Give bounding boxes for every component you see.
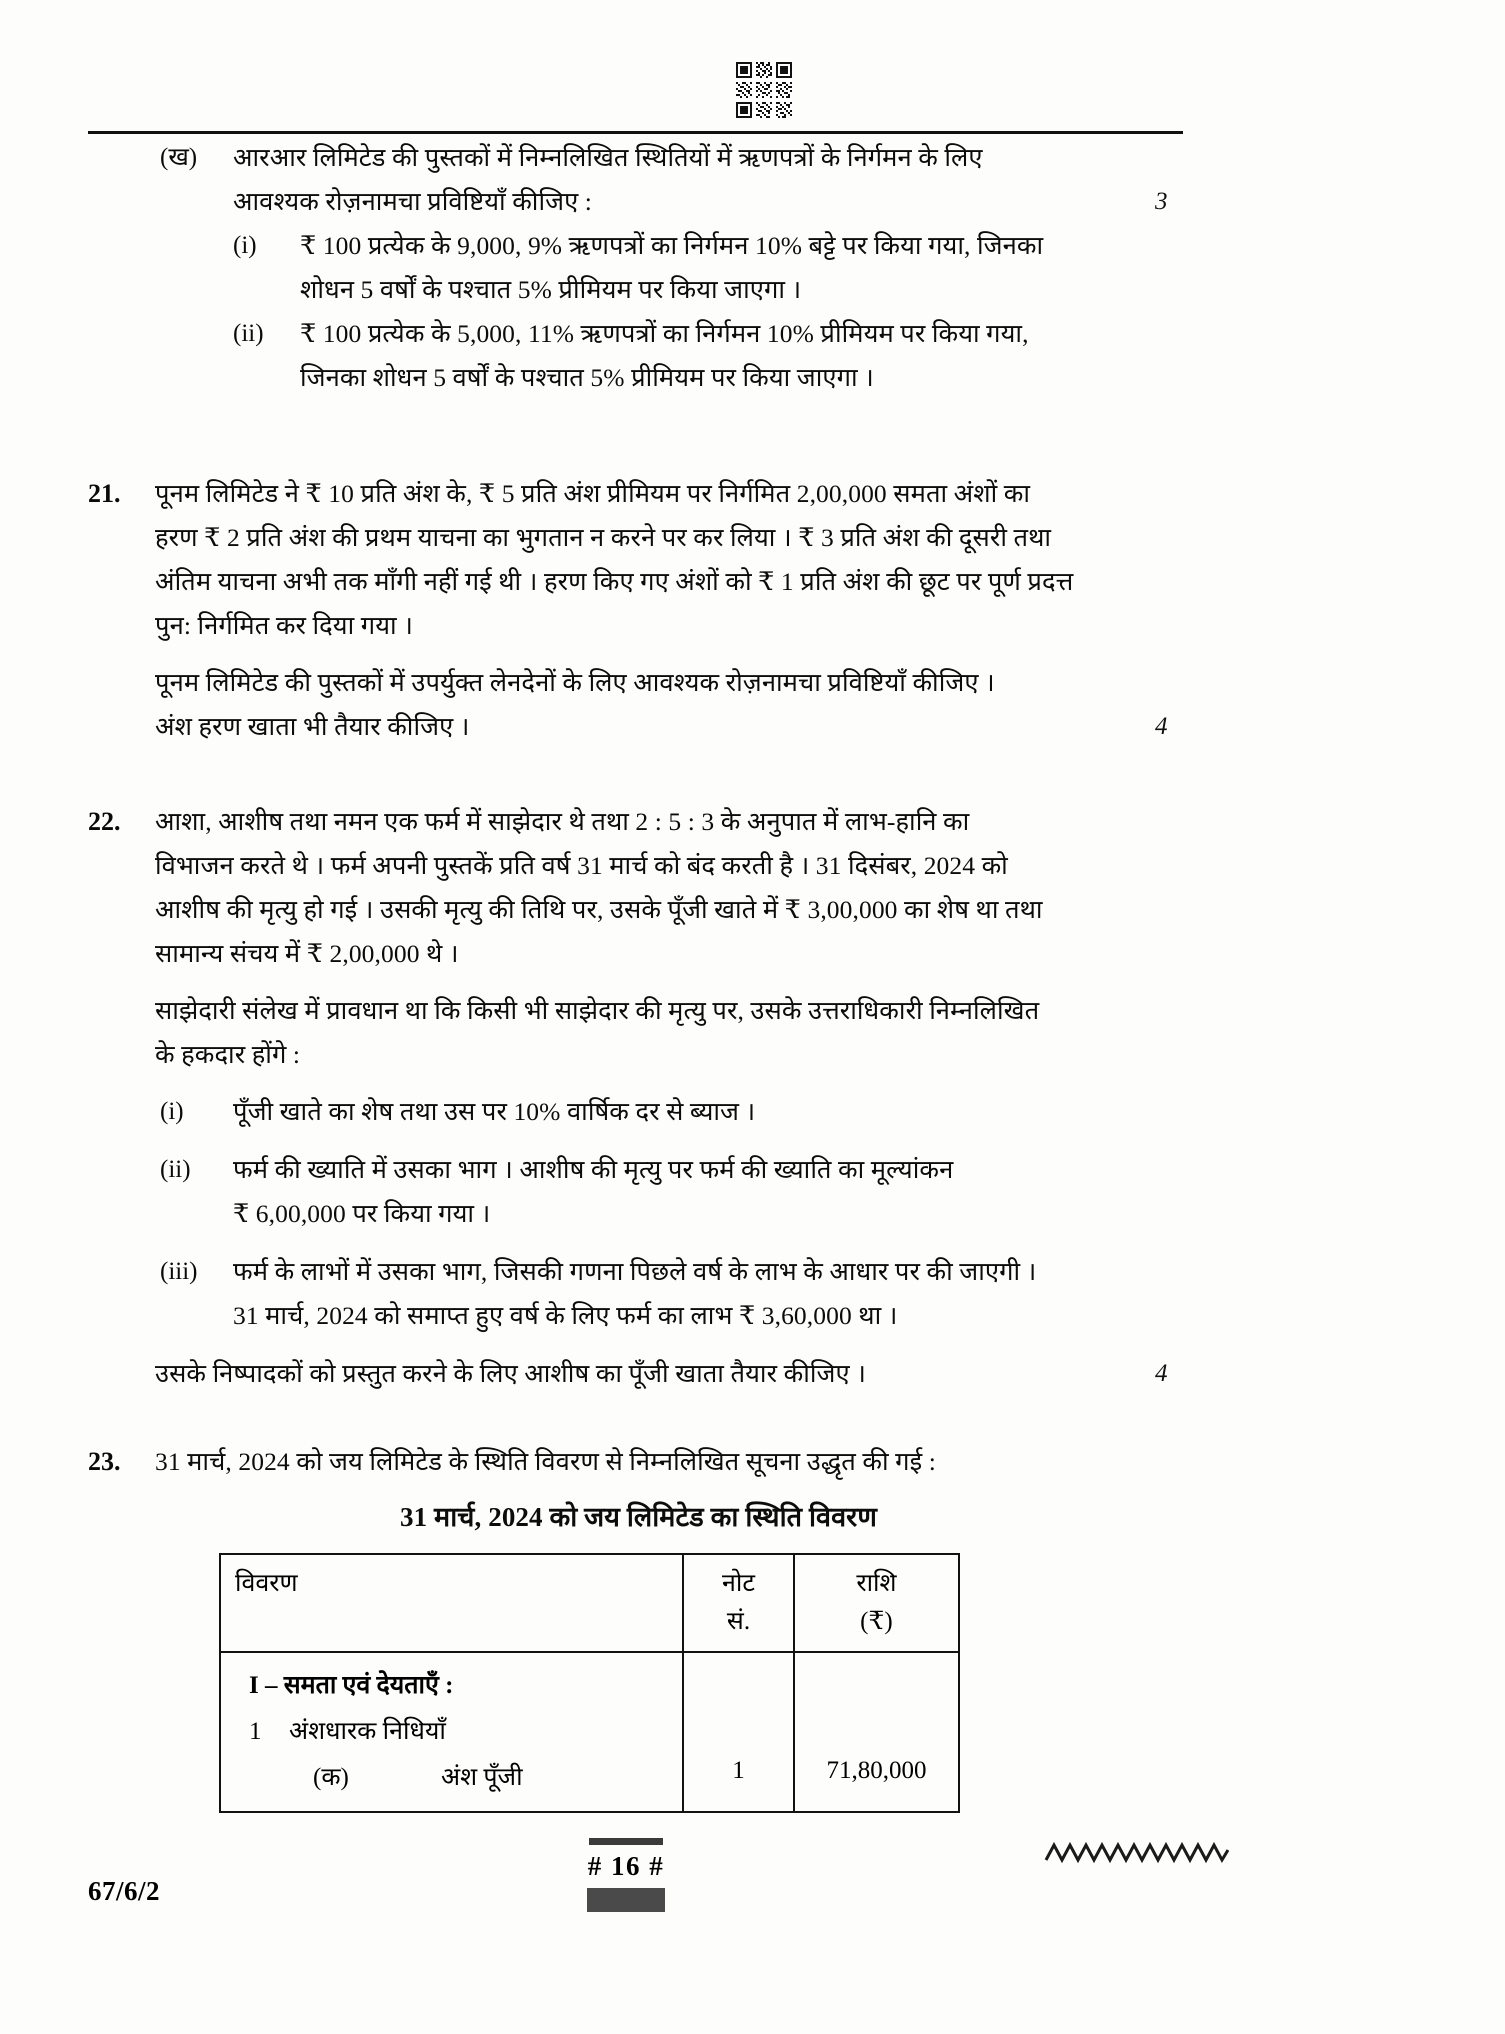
question-22-line-5: साझेदारी संलेख में प्रावधान था कि किसी भी साझेदार की मृत्यु पर, उसके उत्तराधिकारी निम्नलिखित xyxy=(155,996,1040,1025)
question-22-ii-label: (ii) xyxy=(160,1156,191,1183)
question-21-line-5: पूनम लिमिटेड की पुस्तकों में उपर्युक्त लेनदेनों के लिए आवश्यक रोज़नामचा प्रविष्टियाँ कीजिए । xyxy=(155,668,995,697)
question-21-line-3: अंतिम याचना अभी तक माँगी नहीं गई थी । हरण किए गए अंशों को ₹ 1 प्रति अंश की छूट पर पूर्ण प्रदत्त xyxy=(155,567,1074,596)
question-21-line-6: अंश हरण खाता भी तैयार कीजिए । xyxy=(155,712,470,741)
question-21-number: 21. xyxy=(88,479,121,508)
table-caption: 31 मार्च, 2024 को जय लिमिटेड का स्थिति विवरण xyxy=(400,1502,877,1532)
question-22-line-3: आशीष की मृत्यु हो गई । उसकी मृत्यु की तिथि पर, उसके पूँजी खाते में ₹ 3,00,000 का शेष था तथा xyxy=(155,895,1043,924)
paper-code: 67/6/2 xyxy=(88,1876,161,1906)
question-22-iii-line-2: 31 मार्च, 2024 को समाप्त हुए वर्ष के लिए फर्म का लाभ ₹ 3,60,000 था । xyxy=(233,1301,898,1330)
question-22-line-4: सामान्य संचय में ₹ 2,00,000 थे । xyxy=(155,939,459,968)
header-divider xyxy=(88,131,1183,134)
question-20b-line-2: आवश्यक रोज़नामचा प्रविष्टियाँ कीजिए : xyxy=(233,187,592,216)
page-marker-bar-top xyxy=(589,1838,663,1845)
row-description-cell xyxy=(220,1652,683,1812)
question-21-marks: 4 xyxy=(1155,713,1168,740)
question-20b-marks: 3 xyxy=(1155,188,1168,215)
row-item-number: 1 xyxy=(249,1718,262,1745)
header-amount-line1: राशि xyxy=(856,1570,897,1597)
question-22-number: 22. xyxy=(88,807,121,836)
question-20b-ii-line-2: जिनका शोधन 5 वर्षों के पश्चात 5% प्रीमियम पर किया जाएगा । xyxy=(300,363,874,392)
row-note-value: 1 xyxy=(732,1757,745,1784)
question-21-line-4: पुन: निर्गमित कर दिया गया । xyxy=(155,611,413,640)
question-22-ii-line-1: फर्म की ख्याति में उसका भाग । आशीष की मृत्यु पर फर्म की ख्याति का मूल्यांकन xyxy=(233,1155,954,1184)
table-row xyxy=(220,1652,959,1812)
table-header-row xyxy=(220,1554,959,1652)
page-marker-label: # 16 # xyxy=(587,1851,665,1881)
squiggle-mark-icon xyxy=(1044,1840,1229,1866)
question-22-line-1: आशा, आशीष तथा नमन एक फर्म में साझेदार थे तथा 2 : 5 : 3 के अनुपात में लाभ-हानि का xyxy=(155,807,970,836)
row-amount-cell xyxy=(794,1652,959,1812)
question-22-ii-line-2: ₹ 6,00,000 पर किया गया । xyxy=(233,1199,491,1228)
question-20b-i-label: (i) xyxy=(233,232,257,259)
question-21-line-1: पूनम लिमिटेड ने ₹ 10 प्रति अंश के, ₹ 5 प्रति अंश प्रीमियम पर निर्गमित 2,00,000 समता अंशों का xyxy=(155,479,1031,508)
question-22-closing: उसके निष्पादकों को प्रस्तुत करने के लिए आशीष का पूँजी खाता तैयार कीजिए । xyxy=(155,1359,866,1388)
page-marker-bar-bottom xyxy=(587,1888,665,1912)
header-note-line1: नोट xyxy=(722,1570,755,1597)
question-22-iii-line-1: फर्म के लाभों में उसका भाग, जिसकी गणना पिछले वर्ष के लाभ के आधार पर की जाएगी । xyxy=(233,1257,1037,1286)
question-20b-line-1: आरआर लिमिटेड की पुस्तकों में निम्नलिखित स्थितियों में ऋणपत्रों के निर्गमन के लिए xyxy=(233,143,983,172)
question-20b-ii-line-1: ₹ 100 प्रत्येक के 5,000, 11% ऋणपत्रों का निर्गमन 10% प्रीमियम पर किया गया, xyxy=(300,319,1029,348)
header-cell-note xyxy=(683,1554,794,1652)
question-20b-i-line-1: ₹ 100 प्रत्येक के 9,000, 9% ऋणपत्रों का निर्गमन 10% बट्टे पर किया गया, जिनका xyxy=(300,231,1044,260)
row-amount-value: 71,80,000 xyxy=(826,1757,927,1784)
header-note-line2: सं. xyxy=(726,1608,751,1635)
question-23-line-1: 31 मार्च, 2024 को जय लिमिटेड के स्थिति विवरण से निम्नलिखित सूचना उद्धृत की गई : xyxy=(155,1447,936,1476)
header-amount-line2: (₹) xyxy=(860,1608,893,1635)
row-item-label: अंशधारक निधियाँ xyxy=(289,1718,446,1745)
page-marker xyxy=(566,1838,686,1912)
question-22-i-line-1: पूँजी खाते का शेष तथा उस पर 10% वार्षिक दर से ब्याज । xyxy=(233,1097,756,1126)
row-subitem-label: (क) xyxy=(313,1764,349,1791)
balance-sheet-table xyxy=(219,1553,960,1813)
question-22-line-2: विभाजन करते थे । फर्म अपनी पुस्तकें प्रति वर्ष 31 मार्च को बंद करती है । 31 दिसंबर, 2024 को xyxy=(155,851,1008,880)
question-22-marks: 4 xyxy=(1155,1360,1168,1387)
question-22-iii-label: (iii) xyxy=(160,1258,198,1285)
question-23-number: 23. xyxy=(88,1447,121,1476)
header-cell-amount xyxy=(794,1554,959,1652)
question-20b-ii-label: (ii) xyxy=(233,320,264,347)
row-note-cell xyxy=(683,1652,794,1812)
header-cell-description xyxy=(220,1554,683,1652)
question-20b-label: (ख) xyxy=(160,144,198,171)
question-22-line-6: के हकदार होंगे : xyxy=(155,1040,301,1069)
qr-code-icon xyxy=(736,62,792,118)
row-section-label: I – समता एवं देयताएँ : xyxy=(249,1672,454,1699)
question-21-line-2: हरण ₹ 2 प्रति अंश की प्रथम याचना का भुगतान न करने पर कर लिया । ₹ 3 प्रति अंश की दूसरी तथा xyxy=(155,523,1052,552)
question-20b-i-line-2: शोधन 5 वर्षों के पश्चात 5% प्रीमियम पर किया जाएगा । xyxy=(300,275,802,304)
question-22-i-label: (i) xyxy=(160,1098,184,1125)
header-description-text: विवरण xyxy=(235,1570,298,1597)
row-subitem-text: अंश पूँजी xyxy=(441,1764,523,1791)
